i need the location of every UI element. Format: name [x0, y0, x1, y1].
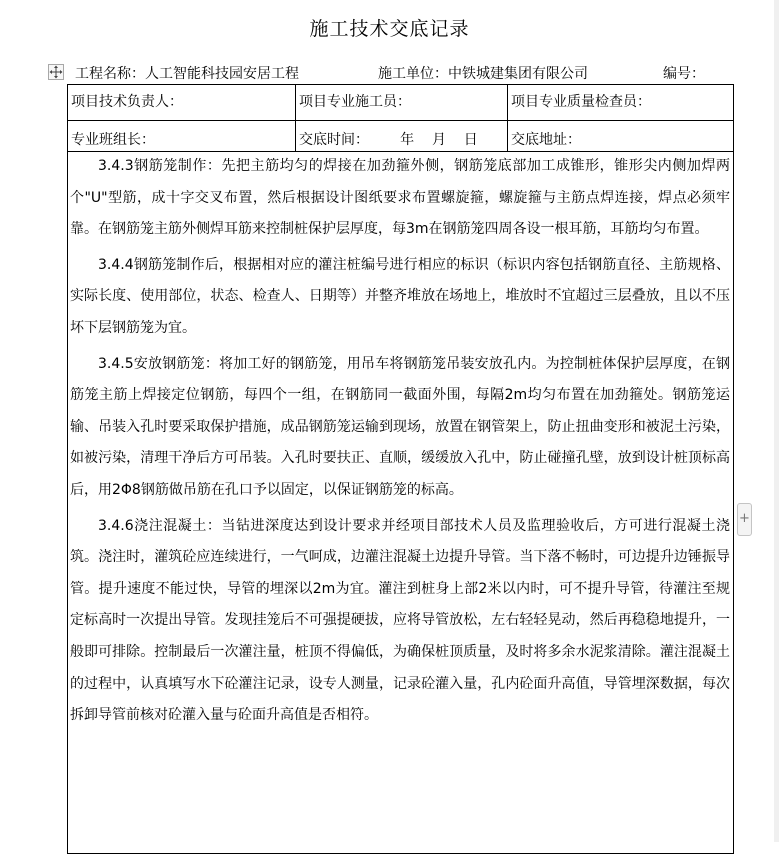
contractor-name: 施工单位：中铁城建集团有限公司 [378, 66, 588, 82]
move-arrows-icon[interactable] [48, 64, 64, 80]
project-name: 工程名称：人工智能科技园安居工程 [75, 66, 299, 82]
number-label: 编号： [663, 66, 705, 82]
team-leader-cell[interactable]: 专业班组长： [68, 121, 296, 151]
paragraph-3-4-5: 3.4.5安放钢筋笼：将加工好的钢筋笼，用吊车将钢筋笼吊装安放孔内。为控制桩体保护层厚度，在钢筋笼主筋上焊接定位钢筋，每四个一组，在钢筋同一截面外围，每隔2m均匀布置在加劲箍处。钢筋笼运输、吊装入孔时要采取保护措施，成品钢筋笼运输到现场，放置在钢管架上，防止扭曲变形和被泥土污染，如被污染，清理干净后方可吊装。入孔时要扶正、直顺，缓缓放入孔中，防止碰撞孔壁，放到设计桩顶标高后，用2Φ8钢筋做吊筋在孔口予以固定，以保证钢筋笼的标高。 [70, 355, 730, 498]
table-row [68, 121, 733, 152]
expand-side-tab[interactable]: + [737, 503, 752, 536]
tech-lead-cell[interactable]: 项目技术负责人： [68, 85, 296, 120]
disclosure-content[interactable] [70, 151, 730, 736]
disclosure-location-cell[interactable]: 交底地址： [511, 132, 581, 148]
document-title: 施工技术交底记录 [309, 18, 470, 40]
paragraph-3-4-6: 3.4.6浇注混凝土：当钻进深度达到设计要求并经项目部技术人员及监理验收后，方可进行混凝土浇筑。浇注时，灌筑砼应连续进行，一气呵成，边灌注混凝土边提升导管。当下落不畅时，可边提升边锤振导管。提升速度不能过快，导管的埋深以2m为宜。灌注到桩身上部2米以内时，可不提升导管，待灌注至规定标高时一次提出导管。发现挂笼后不可强提硬拔，应将导管放松，左右轻轻晃动，然后再稳稳地提升，一般即可排除。控制最后一次灌注量，桩顶不得偏低，为确保桩顶质量，及时将多余水泥浆清除。灌注混凝土的过程中，认真填写水下砼灌注记录，设专人测量，记录砼灌入量，孔内砼面升高值，导管埋深数据，每次拆卸导管前核对砼灌入量与砼面升高值是否相符。 [70, 517, 730, 724]
quality-inspector-cell[interactable]: 项目专业质量检查员： [511, 94, 651, 110]
disclosure-time-cell[interactable]: 交底时间： 年 月 日 [296, 121, 508, 151]
paragraph-3-4-4: 3.4.4钢筋笼制作后，根据相对应的灌注桩编号进行相应的标识（标识内容包括钢筋直径、主筋规格、实际长度、使用部位，状态、检查人、日期等）并整齐堆放在场地上，堆放时不宜超过三层叠放，且以不压坏下层钢筋笼为宜。 [70, 256, 730, 336]
disclosure-table [67, 84, 734, 854]
scrollbar-track[interactable] [774, 0, 779, 842]
paragraph-3-4-3: 3.4.3钢筋笼制作：先把主筋均匀的焊接在加劲箍外侧，钢筋笼底部加工成锥形，锥形尖内侧加焊两个"U"型筋，成十字交叉布置，然后根据设计图纸要求布置螺旋箍，螺旋箍与主筋点焊连接，焊点必须牢靠。在钢筋笼主筋外侧焊耳筋来控制桩保护层厚度，每3m在钢筋笼四周各设一根耳筋，耳筋均匀布置。 [70, 158, 730, 238]
table-row [68, 85, 733, 121]
construction-staff-cell[interactable]: 项目专业施工员： [296, 85, 508, 120]
